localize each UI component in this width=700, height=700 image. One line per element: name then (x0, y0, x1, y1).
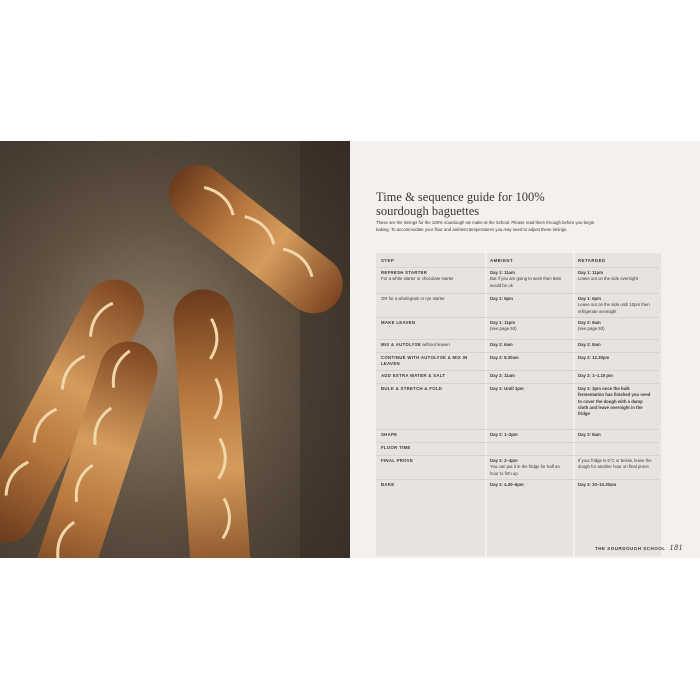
table-cell (376, 293, 485, 317)
table-cell (573, 370, 659, 383)
retarded-time: Day 3: 8am (578, 432, 601, 437)
page-footer (595, 543, 683, 552)
page-number: 181 (669, 543, 683, 552)
ambient-note: (see page 93) (490, 326, 517, 332)
table-cell (573, 352, 659, 370)
table-cell (573, 293, 659, 317)
step-note: without leaven (422, 342, 450, 347)
step-note: For a white starter or chocolate starter (381, 276, 454, 282)
retarded-note: If your fridge is 5°C or below, leave the dough for another hour on final prove (578, 458, 652, 470)
retarded-time: Day 3: 10–10.30am (578, 482, 617, 487)
table-cell (485, 455, 573, 479)
footer-label: THE SOURDOUGH SCHOOL (594, 546, 666, 551)
table-cell (376, 429, 485, 442)
table-cell (376, 442, 485, 455)
table-cell (376, 455, 485, 479)
retarded-time: Day 2: 3pm once the bulk fermentation has finished you need to cover the dough with a damp cloth and leave overnight in the fridge (578, 386, 651, 417)
retarded-note: Leave out on the side overnight (578, 276, 638, 282)
table-cell (376, 352, 485, 370)
table-cell (485, 352, 573, 370)
table-cell (573, 339, 659, 352)
timing-table (376, 253, 694, 509)
table-cell (485, 339, 573, 352)
retarded-time: Day 2: 12.30pm (578, 355, 610, 360)
ambient-time: Day 1: 11am (490, 270, 515, 275)
step-name: MIX & AUTOLYSE (381, 342, 422, 347)
header-ambient: AMBIENT (490, 258, 514, 263)
ambient-time: Day 2: 2–4pm (490, 458, 518, 463)
table-cell (485, 293, 573, 317)
table-cell (376, 383, 485, 429)
ambient-time: Day 2: 4.30–6pm (490, 482, 524, 487)
retarded-time: Day 2: 1–1.15 pm (578, 373, 613, 378)
retarded-note: (see page 93) (578, 326, 605, 332)
step-name: REFRESH STARTER (381, 270, 428, 275)
table-cell (485, 317, 573, 339)
step-name: FLOOR TIME (381, 445, 411, 450)
retarded-time: Day 1: 6pm (578, 296, 601, 301)
table-cell (573, 267, 659, 293)
ambient-time: Day 2: 11am (490, 373, 515, 378)
table-cell (573, 429, 659, 442)
table-cell (573, 479, 659, 509)
retarded-time: Day 2: 8am (578, 320, 601, 325)
baguettes-illustration (0, 141, 350, 558)
table-cell (376, 479, 485, 509)
ambient-time: Day 2: 8.30am (490, 355, 519, 360)
table-cell (485, 429, 573, 442)
header-retarded: RETARDED (578, 258, 606, 263)
table-cell (376, 370, 485, 383)
intro-text: These are the timings for the 100% sourdough we make at the School. Please read them through before you begin baking. To accommodate your flour and ambient temperatures you may need to adjust these timings. (376, 220, 595, 233)
step-name: ADD EXTRA WATER & SALT (381, 373, 446, 378)
book-spread (0, 141, 700, 558)
retarded-note: Leave out on the side until 10pm then refrigerate overnight (578, 302, 650, 314)
step-name: BULK & STRETCH & FOLD (381, 386, 443, 391)
retarded-time: Day 1: 11pm (578, 270, 604, 275)
table-cell (376, 339, 485, 352)
step-name: BAKE (381, 482, 395, 487)
header-step: STEP (381, 258, 395, 263)
ambient-time: Day 1: 5pm (490, 296, 513, 301)
table-cell (573, 383, 659, 429)
step-name: SHAPE (381, 432, 398, 437)
retarded-time: Day 2: 8am (578, 342, 601, 347)
table-cell (485, 267, 573, 293)
table-cell (376, 267, 485, 293)
ambient-time: Day 2: 6am (490, 342, 513, 347)
ambient-time: Day 2: Until 1pm (490, 386, 524, 391)
table-cell (376, 317, 485, 339)
page-title: Time & sequence guide for 100% sourdough baguettes (376, 190, 545, 218)
table-cell (573, 455, 659, 479)
text-page (350, 141, 700, 558)
table-cell (573, 317, 659, 339)
table-cell (485, 479, 573, 509)
baguettes-photo (0, 141, 350, 558)
ambient-note: But if you are going to work then 8am would be ok (490, 276, 562, 288)
ambient-note: You can put it in the fridge for half an hour to firm up (490, 464, 560, 476)
table-cell (485, 442, 573, 455)
step-name: MAKE LEAVEN (381, 320, 416, 325)
step-name: CONTINUE WITH AUTOLYSE & MIX IN LEAVEN (381, 355, 468, 367)
table-cell (485, 370, 573, 383)
step-note: OR for a wholegrain or rye starter (381, 296, 445, 301)
ambient-time: Day 1: 11pm (490, 320, 516, 325)
table-cell (485, 383, 573, 429)
step-name: FINAL PROVE (381, 458, 414, 463)
ambient-time: Day 2: 1–2pm (490, 432, 518, 437)
timing-table-grid (376, 253, 694, 509)
table-cell (573, 442, 659, 455)
